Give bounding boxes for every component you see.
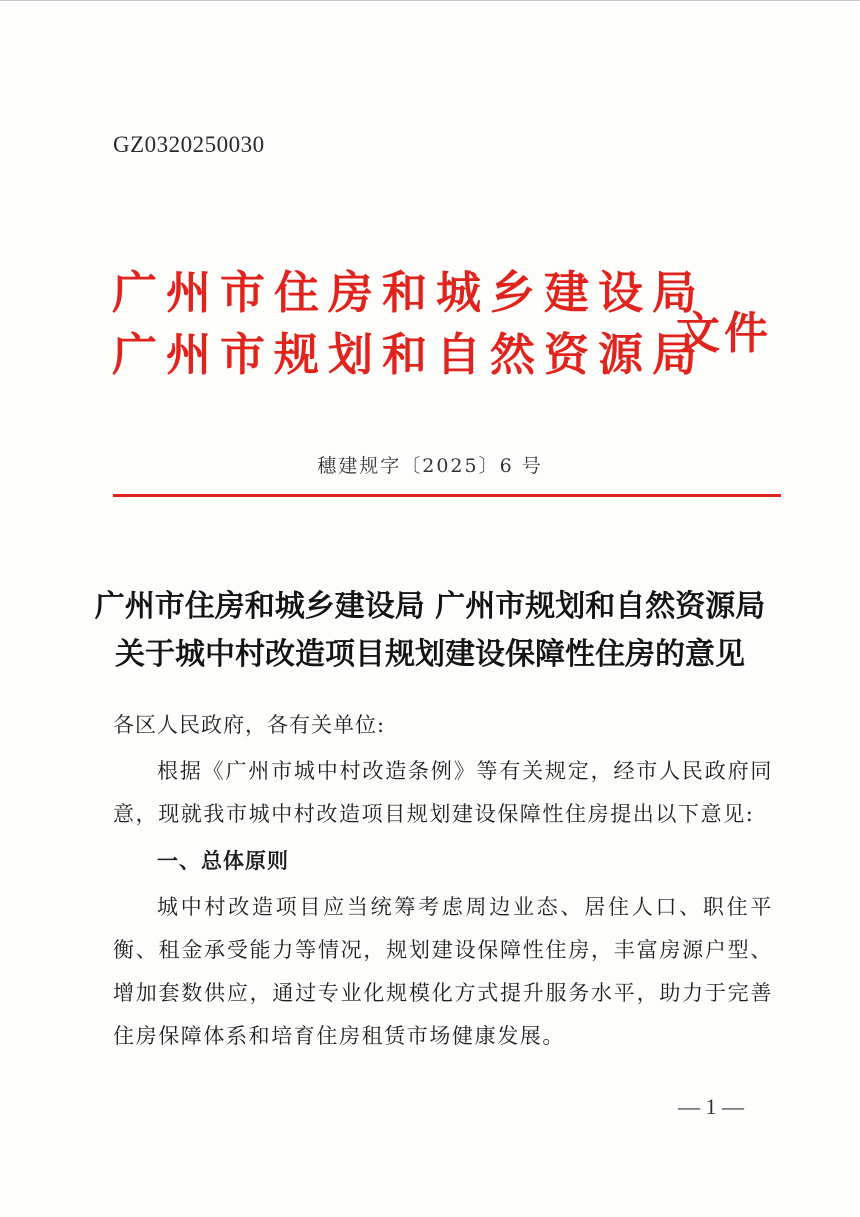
document-body <box>113 704 773 1058</box>
title-line-1: 广州市住房和城乡建设局 广州市规划和自然资源局 <box>94 589 766 624</box>
issuer-housing-bureau: 广州市住房和城乡建设局 <box>112 266 707 319</box>
page-number: — 1 — <box>678 1094 744 1119</box>
document-code: GZ0320250030 <box>113 132 265 157</box>
top-edge-line <box>0 0 860 1</box>
issuing-agencies <box>112 262 707 386</box>
document-number: 穗建规字〔2025〕6 号 <box>317 455 543 477</box>
salutation: 各区人民政府，各有关单位: <box>113 713 386 737</box>
document-title <box>0 583 860 679</box>
section-heading: 一、总体原则 <box>157 849 289 873</box>
title-line-2: 关于城中村改造项目规划建设保障性住房的意见 <box>115 637 745 672</box>
intro-paragraph: 根据《广州市城中村改造条例》等有关规定，经市人民政府同意，现就我市城中村改造项目规划建设保障性住房提出以下意见: <box>113 759 773 826</box>
section-paragraph: 城中村改造项目应当统筹考虑周边业态、居住人口、职住平衡、租金承受能力等情况，规划建设保障性住房，丰富房源户型、增加套数供应，通过专业化规模化方式提升服务水平，助力于完善住房保障体系和培育住房租赁市场健康发展。 <box>113 895 773 1048</box>
red-separator-line <box>113 494 781 497</box>
document-type-label: 文件 <box>676 308 772 359</box>
issuer-planning-bureau: 广州市规划和自然资源局 <box>112 328 707 381</box>
